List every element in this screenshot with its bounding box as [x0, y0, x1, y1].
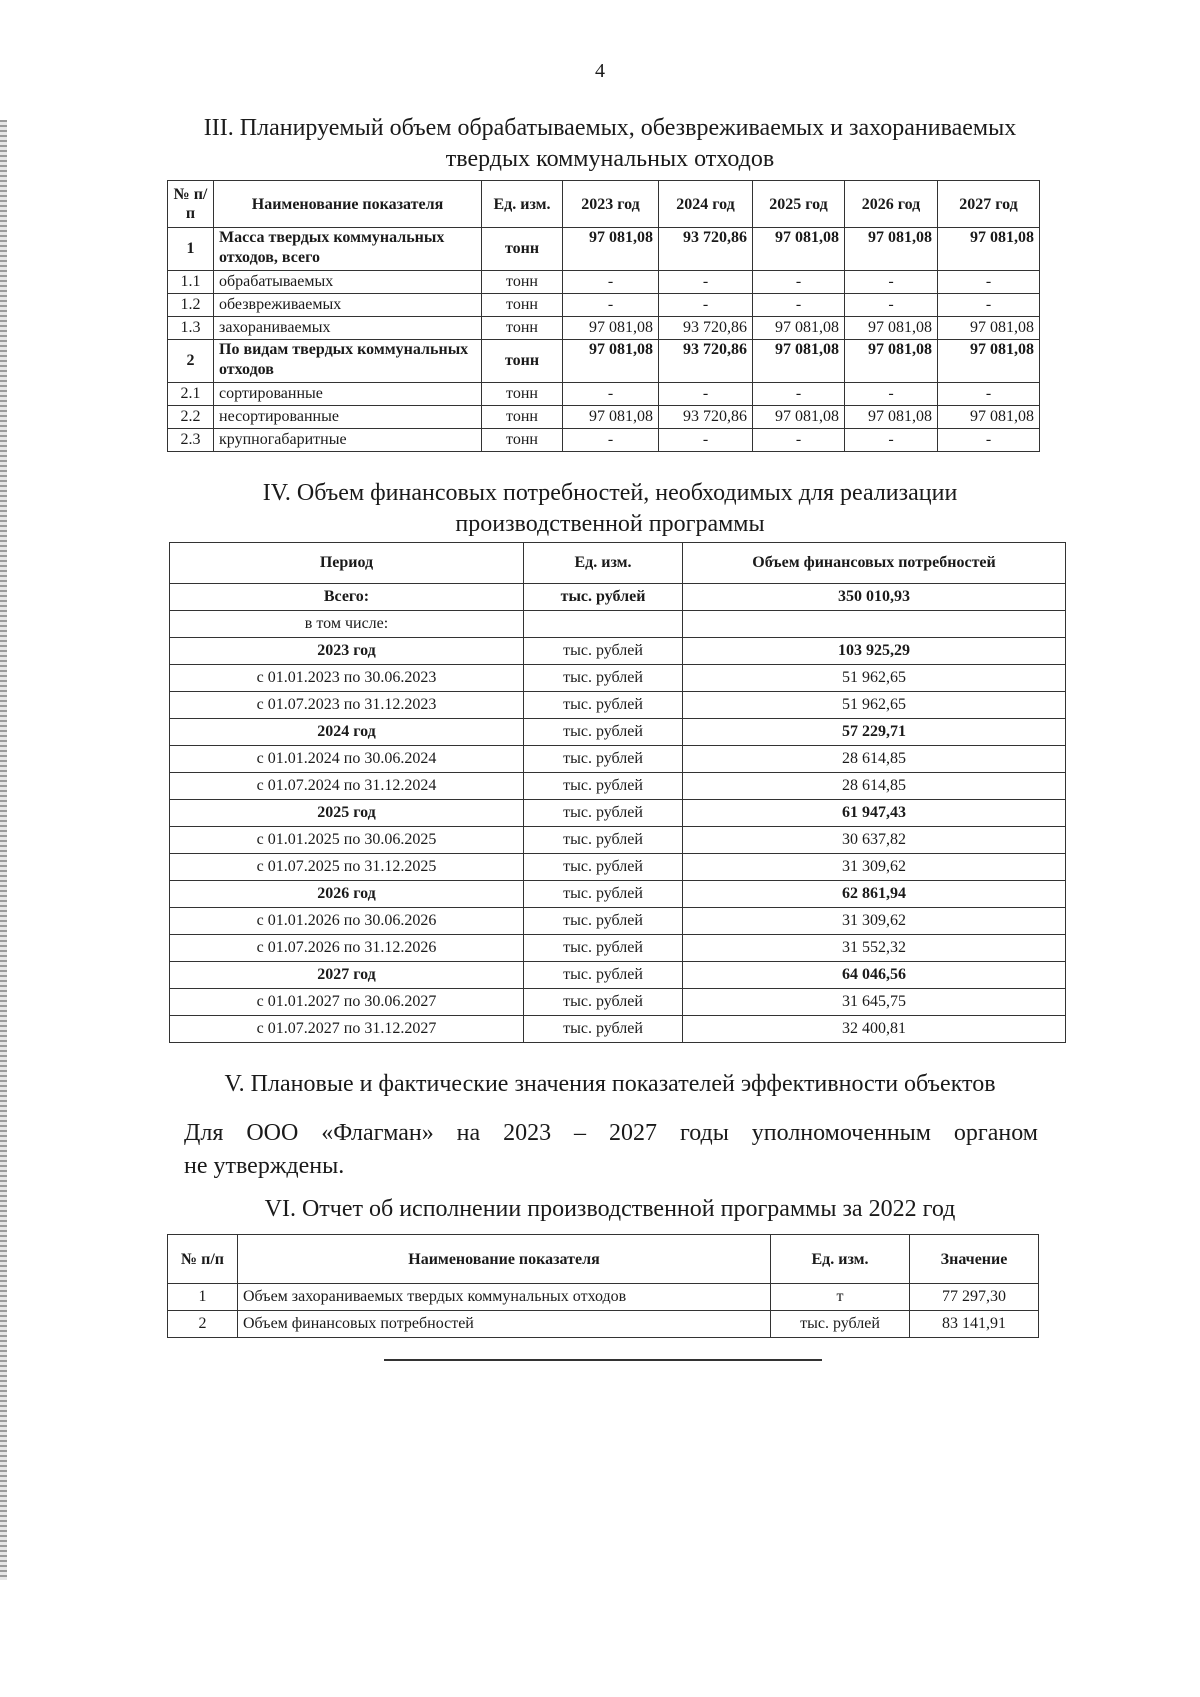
row-unit: тыс. рублей [524, 719, 683, 746]
row-unit: тыс. рублей [524, 800, 683, 827]
page-number: 4 [595, 60, 605, 82]
row-unit: тонн [482, 228, 563, 271]
row-unit: тыс. рублей [524, 935, 683, 962]
row-value: - [659, 383, 753, 406]
section6-header-row [168, 1235, 1039, 1284]
row-unit: тонн [482, 383, 563, 406]
row-unit: тыс. рублей [771, 1311, 910, 1338]
row-value: - [753, 383, 845, 406]
row-period: с 01.07.2023 по 31.12.2023 [170, 692, 524, 719]
scan-edge [0, 120, 7, 1580]
row-value: 97 081,08 [845, 228, 938, 271]
row-unit: тыс. рублей [524, 665, 683, 692]
section4-table [169, 542, 1066, 1043]
header-num: № п/п [168, 1235, 238, 1284]
row-value: - [845, 271, 938, 294]
section3-header-row [168, 181, 1040, 228]
row-value: 93 720,86 [659, 228, 753, 271]
row-unit: тыс. рублей [524, 638, 683, 665]
row-period: Всего: [170, 584, 524, 611]
row-value: 97 081,08 [563, 317, 659, 340]
header-name: Наименование показателя [214, 181, 482, 228]
row-amount: 350 010,93 [683, 584, 1066, 611]
row-value: - [938, 383, 1040, 406]
row-num: 1.1 [168, 271, 214, 294]
row-value: 97 081,08 [563, 406, 659, 429]
table-row [170, 827, 1066, 854]
row-amount [683, 611, 1066, 638]
table-row [170, 935, 1066, 962]
row-amount: 28 614,85 [683, 773, 1066, 800]
row-amount: 57 229,71 [683, 719, 1066, 746]
row-name: крупногабаритные [214, 429, 482, 452]
row-value: 77 297,30 [910, 1284, 1039, 1311]
row-unit: тыс. рублей [524, 962, 683, 989]
table-row [168, 317, 1040, 340]
row-value: 93 720,86 [659, 317, 753, 340]
row-name: сортированные [214, 383, 482, 406]
row-unit: тонн [482, 340, 563, 383]
row-unit: тыс. рублей [524, 584, 683, 611]
row-value: - [753, 429, 845, 452]
row-unit: тонн [482, 406, 563, 429]
row-value: - [753, 271, 845, 294]
row-period: с 01.01.2026 по 30.06.2026 [170, 908, 524, 935]
table-row [170, 611, 1066, 638]
row-period: с 01.07.2025 по 31.12.2025 [170, 854, 524, 881]
row-value: - [938, 294, 1040, 317]
table-row [170, 665, 1066, 692]
row-value: 97 081,08 [753, 340, 845, 383]
table-row [168, 271, 1040, 294]
row-unit: тыс. рублей [524, 881, 683, 908]
row-unit [524, 611, 683, 638]
row-unit: тонн [482, 317, 563, 340]
row-amount: 32 400,81 [683, 1016, 1066, 1043]
row-value: 93 720,86 [659, 340, 753, 383]
table-row [168, 406, 1040, 429]
section5-text-line1: Для ООО «Флагман» на 2023 – 2027 годы уполномоченным органом [184, 1120, 1038, 1146]
table-row [168, 1284, 1039, 1311]
year-row [170, 881, 1066, 908]
row-period: с 01.01.2024 по 30.06.2024 [170, 746, 524, 773]
row-period: 2026 год [170, 881, 524, 908]
row-unit: тонн [482, 429, 563, 452]
section4-title [150, 478, 1070, 540]
row-value: 97 081,08 [753, 228, 845, 271]
row-num: 2 [168, 340, 214, 383]
header-unit: Ед. изм. [524, 543, 683, 584]
row-unit: тыс. рублей [524, 827, 683, 854]
row-num: 1 [168, 1284, 238, 1311]
row-amount: 61 947,43 [683, 800, 1066, 827]
section3-table [167, 180, 1040, 452]
row-name: несортированные [214, 406, 482, 429]
section4-header-row [170, 543, 1066, 584]
row-value: 83 141,91 [910, 1311, 1039, 1338]
row-unit: тонн [482, 271, 563, 294]
row-value: 97 081,08 [938, 340, 1040, 383]
year-row [170, 962, 1066, 989]
table-row [170, 746, 1066, 773]
year-row [170, 638, 1066, 665]
table-row-total [168, 228, 1040, 271]
row-period: в том числе: [170, 611, 524, 638]
row-amount: 51 962,65 [683, 665, 1066, 692]
header-unit: Ед. изм. [771, 1235, 910, 1284]
row-value: 97 081,08 [563, 228, 659, 271]
row-name: Масса твердых коммунальных отходов, всего [214, 228, 482, 271]
row-period: 2023 год [170, 638, 524, 665]
row-unit: т [771, 1284, 910, 1311]
row-num: 2.3 [168, 429, 214, 452]
row-name: Объем финансовых потребностей [238, 1311, 771, 1338]
table-row [170, 692, 1066, 719]
row-value: - [938, 429, 1040, 452]
header-year: 2024 год [659, 181, 753, 228]
row-amount: 103 925,29 [683, 638, 1066, 665]
row-value: - [659, 429, 753, 452]
table-row [170, 1016, 1066, 1043]
header-year: 2027 год [938, 181, 1040, 228]
row-value: 93 720,86 [659, 406, 753, 429]
year-row [170, 719, 1066, 746]
row-name: Объем захораниваемых твердых коммунальных отходов [238, 1284, 771, 1311]
table-row [168, 383, 1040, 406]
row-amount: 62 861,94 [683, 881, 1066, 908]
row-num: 2.2 [168, 406, 214, 429]
table-row-total [168, 340, 1040, 383]
row-num: 2 [168, 1311, 238, 1338]
row-value: - [753, 294, 845, 317]
row-value: - [563, 383, 659, 406]
section3-title [150, 113, 1070, 175]
row-unit: тыс. рублей [524, 746, 683, 773]
row-value: - [659, 271, 753, 294]
section4-title-line2: производственной программы [455, 511, 765, 537]
header-value: Значение [910, 1235, 1039, 1284]
section6-title: VI. Отчет об исполнении производственной программы за 2022 год [264, 1196, 956, 1222]
row-amount: 31 309,62 [683, 854, 1066, 881]
row-period: с 01.07.2026 по 31.12.2026 [170, 935, 524, 962]
header-amount: Объем финансовых потребностей [683, 543, 1066, 584]
row-name: По видам твердых коммунальных отходов [214, 340, 482, 383]
row-value: 97 081,08 [845, 406, 938, 429]
row-value: 97 081,08 [938, 406, 1040, 429]
row-period: с 01.01.2023 по 30.06.2023 [170, 665, 524, 692]
row-period: с 01.01.2025 по 30.06.2025 [170, 827, 524, 854]
row-value: 97 081,08 [845, 340, 938, 383]
row-amount: 31 645,75 [683, 989, 1066, 1016]
row-unit: тыс. рублей [524, 908, 683, 935]
table-row [170, 989, 1066, 1016]
header-period: Период [170, 543, 524, 584]
row-amount: 64 046,56 [683, 962, 1066, 989]
row-value: - [563, 294, 659, 317]
row-num: 2.1 [168, 383, 214, 406]
row-value: 97 081,08 [563, 340, 659, 383]
row-period: с 01.07.2027 по 31.12.2027 [170, 1016, 524, 1043]
row-value: - [659, 294, 753, 317]
table-row [170, 773, 1066, 800]
row-unit: тыс. рублей [524, 989, 683, 1016]
header-year: 2025 год [753, 181, 845, 228]
total-row [170, 584, 1066, 611]
row-num: 1.3 [168, 317, 214, 340]
table-row [170, 908, 1066, 935]
header-num: № п/п [168, 181, 214, 228]
row-num: 1.2 [168, 294, 214, 317]
row-value: - [845, 429, 938, 452]
row-value: 97 081,08 [753, 406, 845, 429]
section4-title-line1: IV. Объем финансовых потребностей, необходимых для реализации [262, 480, 958, 506]
row-value: 97 081,08 [845, 317, 938, 340]
row-unit: тонн [482, 294, 563, 317]
row-name: обрабатываемых [214, 271, 482, 294]
table-row [170, 854, 1066, 881]
row-period: с 01.01.2027 по 30.06.2027 [170, 989, 524, 1016]
row-unit: тыс. рублей [524, 692, 683, 719]
row-amount: 51 962,65 [683, 692, 1066, 719]
row-value: 97 081,08 [753, 317, 845, 340]
end-divider [384, 1359, 822, 1361]
row-value: - [845, 383, 938, 406]
row-period: 2025 год [170, 800, 524, 827]
row-value: 97 081,08 [938, 228, 1040, 271]
row-name: обезвреживаемых [214, 294, 482, 317]
section5-text-line2: не утверждены. [184, 1153, 345, 1179]
header-name: Наименование показателя [238, 1235, 771, 1284]
row-unit: тыс. рублей [524, 1016, 683, 1043]
section3-title-line2: твердых коммунальных отходов [445, 146, 775, 172]
row-amount: 28 614,85 [683, 746, 1066, 773]
table-row [168, 1311, 1039, 1338]
table-row [168, 294, 1040, 317]
row-value: - [845, 294, 938, 317]
row-value: - [563, 429, 659, 452]
section5-title: V. Плановые и фактические значения показателей эффективности объектов [224, 1071, 996, 1097]
row-unit: тыс. рублей [524, 773, 683, 800]
row-amount: 31 309,62 [683, 908, 1066, 935]
header-year: 2023 год [563, 181, 659, 228]
year-row [170, 800, 1066, 827]
row-period: 2024 год [170, 719, 524, 746]
row-value: 97 081,08 [938, 317, 1040, 340]
row-period: с 01.07.2024 по 31.12.2024 [170, 773, 524, 800]
header-unit: Ед. изм. [482, 181, 563, 228]
row-unit: тыс. рублей [524, 854, 683, 881]
row-period: 2027 год [170, 962, 524, 989]
row-amount: 30 637,82 [683, 827, 1066, 854]
section3-title-line1: III. Планируемый объем обрабатываемых, обезвреживаемых и захораниваемых [203, 115, 1017, 141]
section6-table [167, 1234, 1039, 1338]
row-value: - [563, 271, 659, 294]
row-amount: 31 552,32 [683, 935, 1066, 962]
table-row [168, 429, 1040, 452]
row-num: 1 [168, 228, 214, 271]
header-year: 2026 год [845, 181, 938, 228]
row-name: захораниваемых [214, 317, 482, 340]
row-value: - [938, 271, 1040, 294]
